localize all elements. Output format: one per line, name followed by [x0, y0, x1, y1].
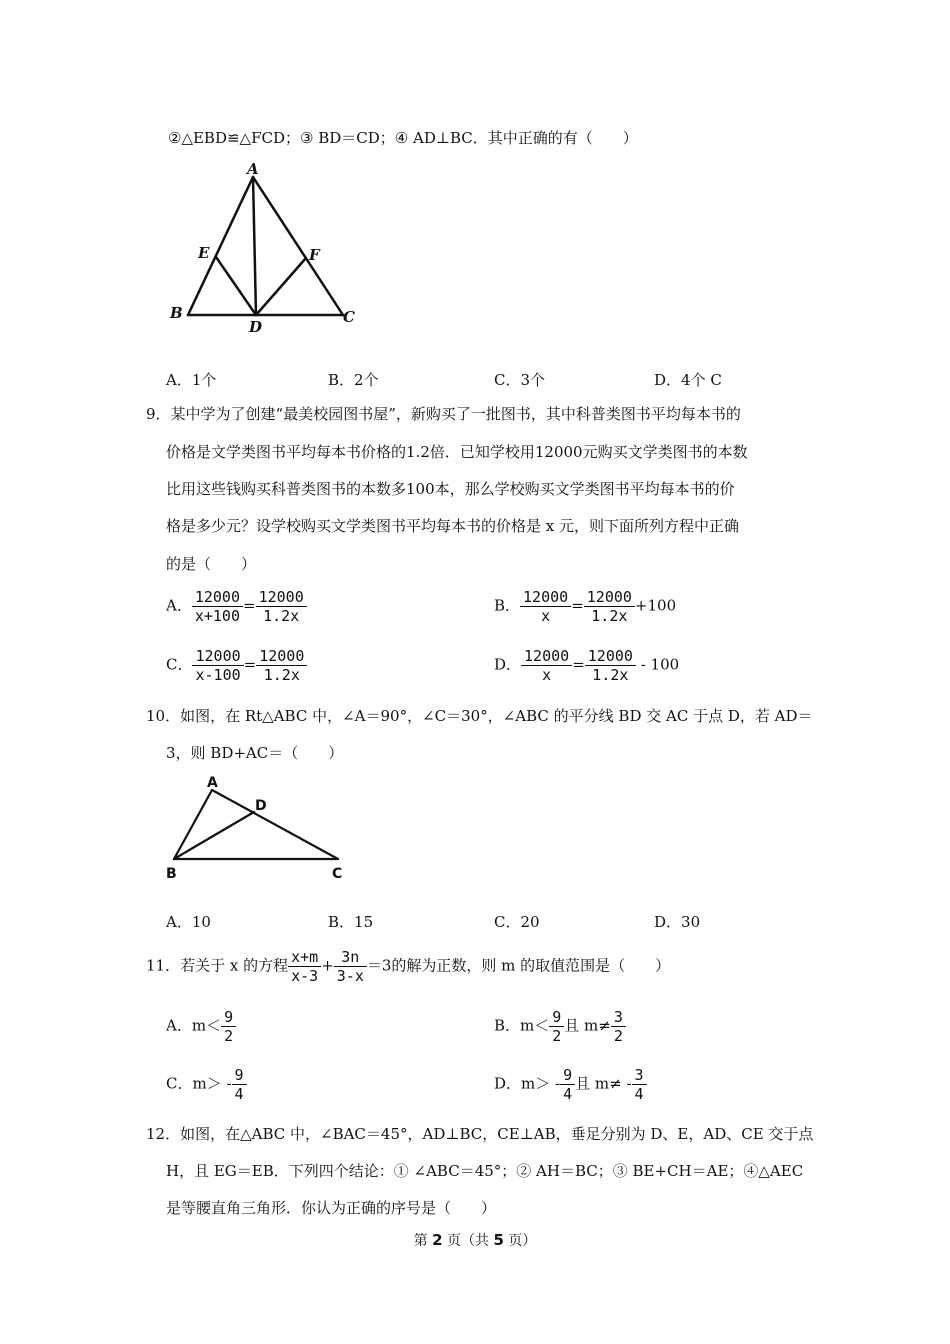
q10-option-a[interactable]: A．10	[166, 913, 211, 931]
q11-stem: 11．若关于 x 的方程 $\frac{x+m}{x-3}$ + $\frac{3n}{3-x}$ ＝3的解为正数，则 m 的取值范围是（ ）	[146, 948, 671, 985]
q10-option-d[interactable]: D．30	[654, 913, 701, 931]
label-F: F	[309, 246, 320, 264]
label-E: E	[198, 244, 210, 262]
q9-line-1: 9．某中学为了创建“最美校园图书屋”，新购买了一批图书，其中科普类图书平均每本书的	[146, 405, 741, 423]
q8-option-c[interactable]: C．3个	[494, 371, 546, 389]
q9-option-b[interactable]: B． $\frac{12000}{x}$ = $\frac{12000}{1.2x}$ +100	[494, 588, 677, 625]
q8-option-a[interactable]: A．1个	[166, 371, 217, 389]
q11-option-b[interactable]: B．m＜ $\frac{9}{2}$ 且 m≠ $\frac{3}{2}$	[494, 1008, 626, 1045]
q8-stem-tail: ②△EBD≌△FCD；③ BD＝CD；④ AD⊥BC．其中正确的有（ ）	[168, 129, 638, 147]
label-C: C	[343, 308, 355, 326]
q9-option-a[interactable]: A． $\frac{12000}{x+100}$ = $\frac{12000}{1.2x}$	[166, 588, 307, 625]
q9-line-3: 比用这些钱购买科普类图书的本数多100本，那么学校购买文学类图书平均每本书的价	[166, 480, 735, 498]
label-D: D	[255, 798, 267, 814]
q10-triangle-figure	[160, 770, 360, 885]
q8-triangle-figure	[160, 160, 360, 335]
q9-line-4: 格是多少元？设学校购买文学类图书平均每本书的价格是 x 元，则下面所列方程中正确	[166, 517, 739, 535]
label-B: B	[170, 304, 183, 322]
q10-line-2: 3，则 BD+AC＝（ ）	[166, 744, 344, 762]
label-B: B	[166, 866, 177, 882]
label-C: C	[332, 866, 343, 882]
q11-option-d[interactable]: D．m＞ - $\frac{9}{4}$ 且 m≠ - $\frac{3}{4}$	[494, 1066, 647, 1103]
q9-line-5: 的是（ ）	[166, 555, 257, 573]
q10-line-1: 10．如图，在 Rt△ABC 中，∠A＝90°，∠C＝30°，∠ABC 的平分线 BD 交 AC 于点 D，若 AD＝	[146, 707, 813, 725]
q8-option-b[interactable]: B．2个	[328, 371, 379, 389]
page-footer: 第 2 页（共 5 页）	[413, 1231, 537, 1249]
q8-option-d[interactable]: D．4个 C	[654, 371, 722, 389]
label-D: D	[249, 318, 263, 335]
q12-line-3: 是等腰直角三角形．你认为正确的序号是（ ）	[166, 1199, 497, 1217]
q11-option-a[interactable]: A．m＜ $\frac{9}{2}$	[166, 1008, 236, 1045]
label-A: A	[207, 775, 218, 791]
q10-option-c[interactable]: C．20	[494, 913, 540, 931]
q12-line-2: H，且 EG＝EB．下列四个结论：① ∠ABC＝45°；② AH＝BC；③ BE+CH＝AE；④△AEC	[166, 1162, 804, 1180]
label-A: A	[247, 160, 259, 178]
q11-option-c[interactable]: C．m＞ - $\frac{9}{4}$	[166, 1066, 247, 1103]
q10-option-b[interactable]: B．15	[328, 913, 374, 931]
q9-option-c[interactable]: C． $\frac{12000}{x-100}$ = $\frac{12000}{1.2x}$	[166, 647, 307, 684]
q12-line-1: 12．如图，在△ABC 中，∠BAC＝45°，AD⊥BC，CE⊥AB，垂足分别为 D、E，AD、CE 交于点	[146, 1125, 814, 1143]
q9-option-d[interactable]: D． $\frac{12000}{x}$ = $\frac{12000}{1.2x}$ - 100	[494, 647, 680, 684]
q9-line-2: 价格是文学类图书平均每本书价格的1.2倍．已知学校用12000元购买文学类图书的本数	[166, 443, 748, 461]
